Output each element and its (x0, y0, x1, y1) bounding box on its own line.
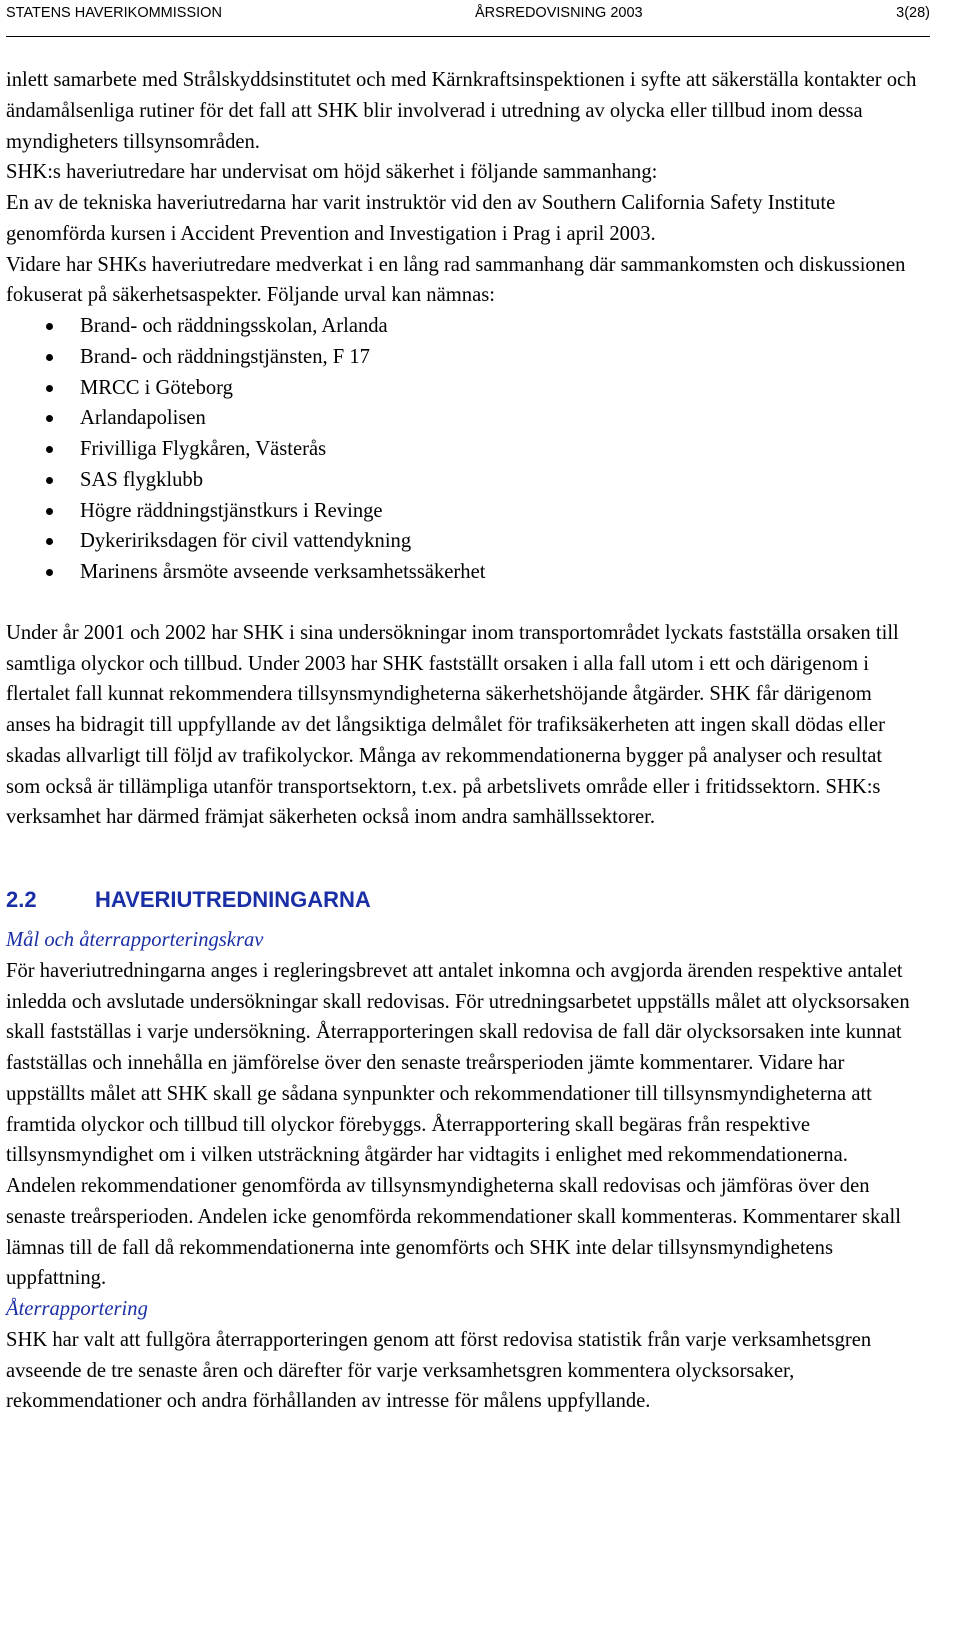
section-number: 2.2 (6, 887, 37, 912)
header-divider (6, 36, 930, 37)
bullet-icon (46, 508, 53, 515)
paragraph-teaching: SHK:s haveriutredare har undervisat om höjd säkerhet i följande sammanhang: (6, 161, 658, 184)
bullet-icon (46, 446, 53, 453)
list-item-text: Marinens årsmöte avseende verksamhetssäkerhet (80, 561, 486, 583)
list-item (6, 403, 920, 434)
paragraph-instructor: En av de tekniska haveriutredarna har varit instruktör vid den av Southern California Safety Institute genomförda kursen i Accident Prevention and Investigation i Prag i april 2003. (6, 192, 836, 245)
paragraph-reporting: SHK har valt att fullgöra återrapporteringen genom att först redovisa statistik från varje verksamhetsgren avseende de tre senaste åren och därefter för varje verksamhetsgren kommentera olycksorsaker, rekommendationer och andra förhållanden av intresse för målens uppfyllande. (6, 1328, 872, 1413)
header-report-title: ÅRSREDOVISNING 2003 (475, 5, 643, 21)
subheading-reporting: Återrapportering (6, 1298, 148, 1320)
bullet-icon (46, 354, 53, 361)
list-item-text: Frivilliga Flygkåren, Västerås (80, 438, 327, 460)
paragraph-collaboration: inlett samarbete med Strålskyddsinstitutet och med Kärnkraftsinspektionen i syfte att säkerställa kontakter och ändamålsenliga rutiner för det fall att SHK blir involverad i utredning av olycka eller tillbud inom dessa myndigheters tillsynsområden. (6, 69, 917, 153)
bullet-icon (46, 538, 53, 545)
paragraph-results: Under år 2001 och 2002 har SHK i sina undersökningar inom transportområdet lyckats fastställa orsaken till samtliga olyckor och tillbud. Under 2003 har SHK fastställt orsaken i alla fall utom i ett och därigenom i flertalet fall kunnat rekommendera tillsynsmyndigheterna säkerhetshöjande åtgärder. SHK får därigenom anses ha bidragit till uppfyllande av det långsiktiga delmålet för trafiksäkerheten att ingen skall dödas eller skadas allvarligt till följd av trafikolyckor. Många av rekommendationerna bygger på analyser och resultat som också är tillämpliga utanför transportsektorn, t.ex. på arbetslivets område eller i fritidssektorn. SHK:s verksamhet har därmed främjat säkerheten också inom andra samhällssektorer. (6, 621, 899, 829)
header-page-number: 3(28) (896, 5, 930, 21)
header-organization: STATENS HAVERIKOMMISSION (6, 5, 222, 21)
list-item-text: SAS flygklubb (80, 468, 204, 491)
list-item-text: Brand- och räddningsskolan, Arlanda (80, 315, 388, 337)
list-item (6, 373, 920, 404)
spacer (6, 588, 920, 618)
bullet-icon (46, 569, 53, 576)
list-item (6, 434, 920, 465)
bullet-icon (46, 323, 53, 330)
list-item-text: Brand- och räddningstjänsten, F 17 (80, 345, 370, 368)
list-item (6, 496, 920, 527)
list-item (6, 526, 920, 557)
list-item-text: Högre räddningstjänstkurs i Revinge (80, 499, 383, 522)
list-item-text: MRCC i Göteborg (80, 376, 233, 399)
document-body (6, 65, 920, 1417)
events-list (6, 311, 920, 588)
subheading-goals: Mål och återrapporteringskrav (6, 929, 264, 951)
paragraph-requirements: För haveriutredningarna anges i regleringsbrevet att antalet inkomna och avgjorda ärenden respektive antalet inledda och avslutade undersökningar skall redovisas. För utredningsarbetet uppställs målet att olycksorsaken skall fastställas i varje undersökning. Återrapporteringen skall redovisa de fall där olycksorsaken inte kunnat fastställas och innehålla en jämförelse över den senaste treårsperioden jämte kommentarer. Vidare har uppställts målet att SHK skall ge sådana synpunkter och rekommendationer till tillsynsmyndigheterna att framtida olyckor och tillbud till olyckor förebyggs. Återrapportering skall begäras från respektive tillsynsmyndighet om i vilken utsträckning åtgärder har vidtagits i enlighet med rekommendationerna. Andelen rekommendationer genomförda av tillsynsmyndigheterna skall redovisas och jämföras över den senaste treårsperioden. Andelen icke genomförda rekommendationer skall kommenteras. Kommentarer skall lämnas till de fall då rekommendationerna inte genomförts och SHK inte delar tillsynsmyndighetens uppfattning. (6, 959, 910, 1290)
bullet-icon (46, 477, 53, 484)
paragraph-participation: Vidare har SHKs haveriutredare medverkat i en lång rad sammanhang där sammankomsten och diskussionen fokuserat på säkerhetsaspekter. Följande urval kan nämnas: (6, 253, 906, 307)
list-item (6, 311, 920, 342)
list-item (6, 342, 920, 373)
page-header (6, 3, 930, 33)
list-item (6, 465, 920, 496)
list-item-text: Arlandapolisen (80, 407, 206, 430)
bullet-icon (46, 385, 53, 392)
section-heading (6, 885, 920, 915)
list-item-text: Dykeririksdagen för civil vattendykning (80, 530, 412, 553)
section-title: HAVERIUTREDNINGARNA (95, 887, 371, 912)
bullet-icon (46, 415, 53, 422)
list-item (6, 557, 920, 588)
